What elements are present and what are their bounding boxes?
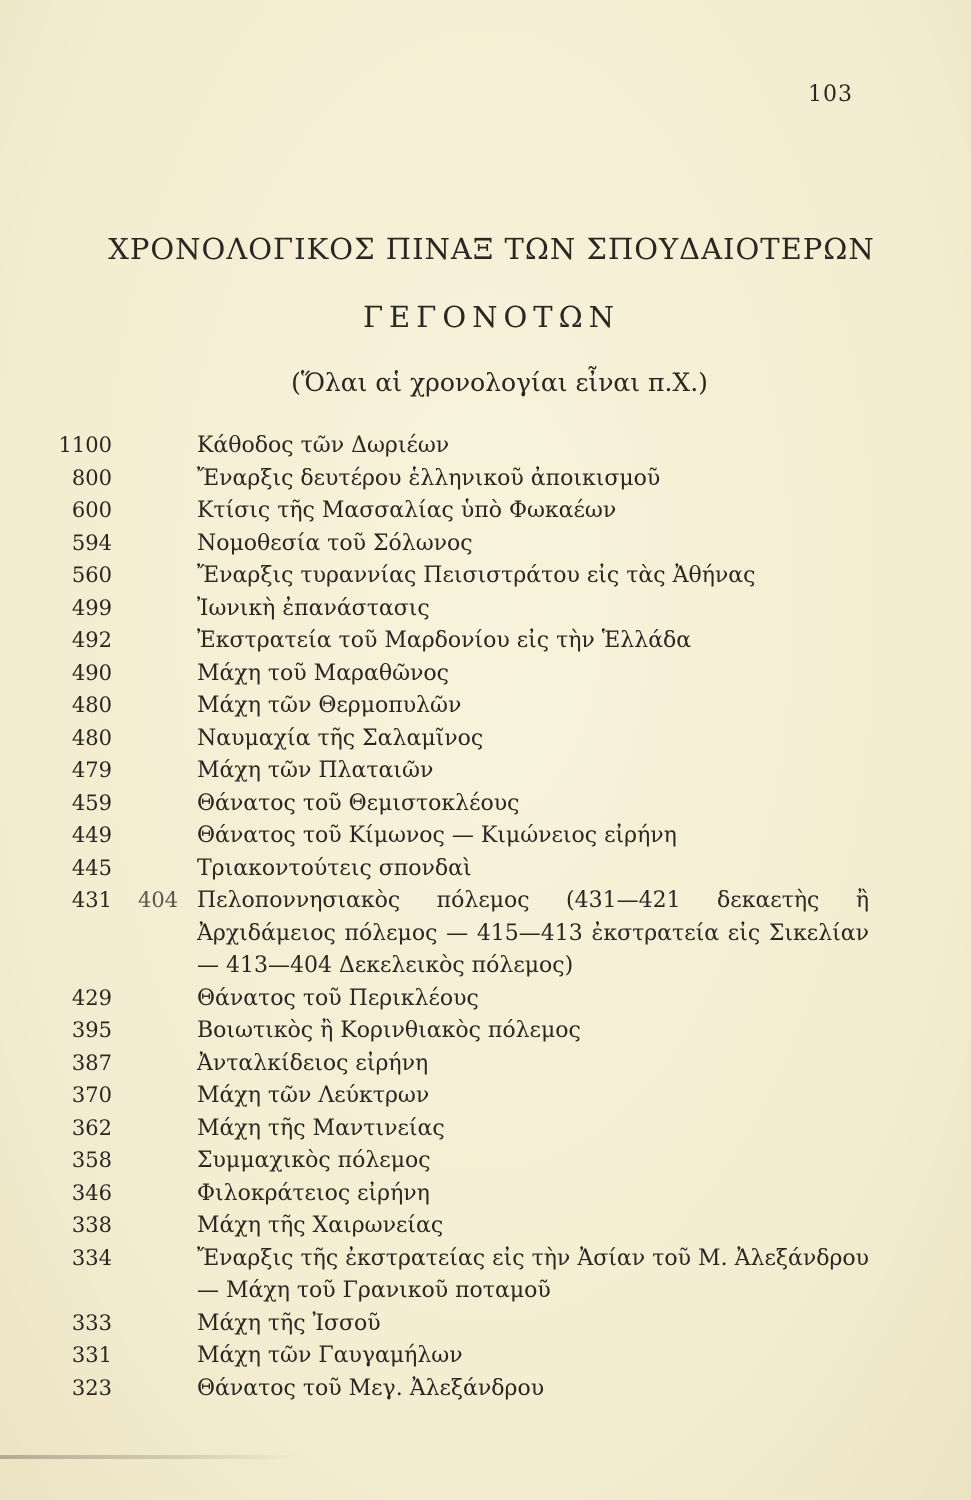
chronology-entry [0,625,971,658]
entry-event: Ἀνταλκίδειος εἰρήνη [197,1050,429,1076]
entry-event: Ἐκστρατεία τοῦ Μαρδονίου εἰς τὴν Ἑλλάδα [197,628,692,653]
chronology-entry [0,1178,971,1211]
entry-year: 338 [71,1213,112,1237]
chronology-entry [0,1340,971,1373]
chronology-entry [0,853,971,886]
entry-year: 499 [71,595,112,620]
chronology-entry [0,430,971,463]
entry-year: 1100 [58,433,112,457]
entry-event: Μάχη τῶν Πλαταιῶν [197,758,434,783]
entry-year: 449 [71,823,112,847]
entry-event: Κάθοδος τῶν Δωριέων [197,433,450,458]
entry-event: Κτίσις τῆς Μασσαλίας ὑπὸ Φωκαέων [197,498,617,523]
chronology-entry [0,1048,971,1081]
chronology-entry [0,528,971,561]
chronology-entry [0,463,971,496]
entry-year: 358 [71,1148,112,1172]
entry-event: Θάνατος τοῦ Κίμωνος — Κιμώνειος εἰρήνη [197,823,677,848]
page-title-continuation: ΓΕΓΟΝΟΤΩΝ [362,300,621,334]
page-title: ΧΡΟΝΟΛΟΓΙΚΟΣ ΠΙΝΑΞ ΤΩΝ ΣΠΟΥΔΑΙΟΤΕΡΩΝ [108,232,875,266]
chronology-entry [0,658,971,691]
chronology-entry [0,1080,971,1113]
entry-event: Ναυμαχία τῆς Σαλαμῖνος [197,725,484,751]
subtitle-note: (Ὅλαι αἱ χρονολογίαι εἶναι π.Χ.) [291,368,708,397]
scan-artifact [0,1455,300,1459]
entry-year: 331 [71,1343,112,1367]
entry-year: 800 [71,465,112,490]
entry-year: 387 [71,1050,112,1075]
entry-end-year: 404 [138,888,179,912]
chronology-entry [0,495,971,528]
entry-event: Βοιωτικὸς ἢ Κορινθιακὸς πόλεμος [197,1018,581,1043]
entry-event: Θάνατος τοῦ Μεγ. Ἀλεξάνδρου [197,1375,545,1401]
entry-year: 334 [71,1245,112,1270]
entry-event: Θάνατος τοῦ Περικλέους [197,985,479,1011]
entry-year: 370 [71,1083,112,1107]
chronology-list [0,430,971,1405]
chronology-entry [0,1243,971,1308]
chronology-entry [0,755,971,788]
entry-event: Ἔναρξις τυραννίας Πεισιστράτου εἰς τὰς Ἀθήνας [197,563,756,588]
entry-event: Μάχη τῆς Ἰσσοῦ [197,1310,381,1336]
chronology-entry [0,820,971,853]
entry-year: 492 [71,628,112,652]
entry-year: 445 [71,855,112,880]
chronology-entry [0,983,971,1016]
chronology-entry [0,593,971,626]
chronology-entry [0,1373,971,1406]
entry-event: Φιλοκράτειος εἰρήνη [197,1180,430,1206]
entry-event: Μάχη τῶν Γαυγαμήλων [197,1343,463,1368]
entry-year: 479 [71,758,112,782]
entry-year: 346 [71,1180,112,1205]
entry-year: 480 [71,693,112,717]
entry-event: Μάχη τῆς Χαιρωνείας [197,1213,444,1238]
entry-year: 490 [71,660,112,685]
chronology-entry [0,1308,971,1341]
chronology-entry [0,560,971,593]
entry-event: Νομοθεσία τοῦ Σόλωνος [197,530,473,556]
entry-year: 333 [71,1310,112,1335]
entry-year: 429 [71,985,112,1010]
entry-year: 560 [71,563,112,587]
entry-event: Μάχη τῶν Θερμοπυλῶν [197,693,462,718]
entry-year: 395 [71,1018,112,1042]
entry-event: Μάχη τοῦ Μαραθῶνος [197,660,449,686]
entry-year: 323 [71,1375,112,1400]
entry-year: 459 [71,790,112,815]
entry-year: 362 [71,1115,112,1140]
entry-year: 594 [71,530,112,555]
entry-event: Ἔναρξις τῆς ἐκστρατείας εἰς τὴν Ἀσίαν τοῦ Μ. Ἀλεξάνδρου — Μάχη τοῦ Γρανικοῦ ποταμοῦ [197,1245,869,1303]
chronology-entry [0,1015,971,1048]
chronology-entry [0,788,971,821]
chronology-entry [0,723,971,756]
entry-event: Μάχη τῆς Μαντινείας [197,1115,445,1141]
chronology-entry [0,1210,971,1243]
entry-event: Συμμαχικὸς πόλεμος [197,1148,431,1173]
entry-event: Μάχη τῶν Λεύκτρων [197,1083,430,1108]
entry-event: Τριακοντούτεις σπονδαὶ [197,855,472,881]
entry-year: 431 [71,888,112,912]
chronology-entry [0,885,971,983]
chronology-entry [0,690,971,723]
chronology-entry [0,1145,971,1178]
page-number: 103 [808,82,853,107]
entry-year: 600 [71,498,112,522]
entry-event: Ἔναρξις δευτέρου ἑλληνικοῦ ἀποικισμοῦ [197,465,661,491]
entry-event: Ἰωνικὴ ἐπανάστασις [197,595,430,621]
entry-event: Θάνατος τοῦ Θεμιστοκλέους [197,790,520,816]
chronology-entry [0,1113,971,1146]
entry-event: Πελοποννησιακὸς πόλεμος (431—421 δεκαετὴς ἢ Ἀρχιδάμειος πόλεμος — 415—413 ἐκστρατεία εἰς Σικελίαν — 413—404 Δεκελεικὸς πόλεμος) [197,888,869,978]
entry-year: 480 [71,725,112,750]
